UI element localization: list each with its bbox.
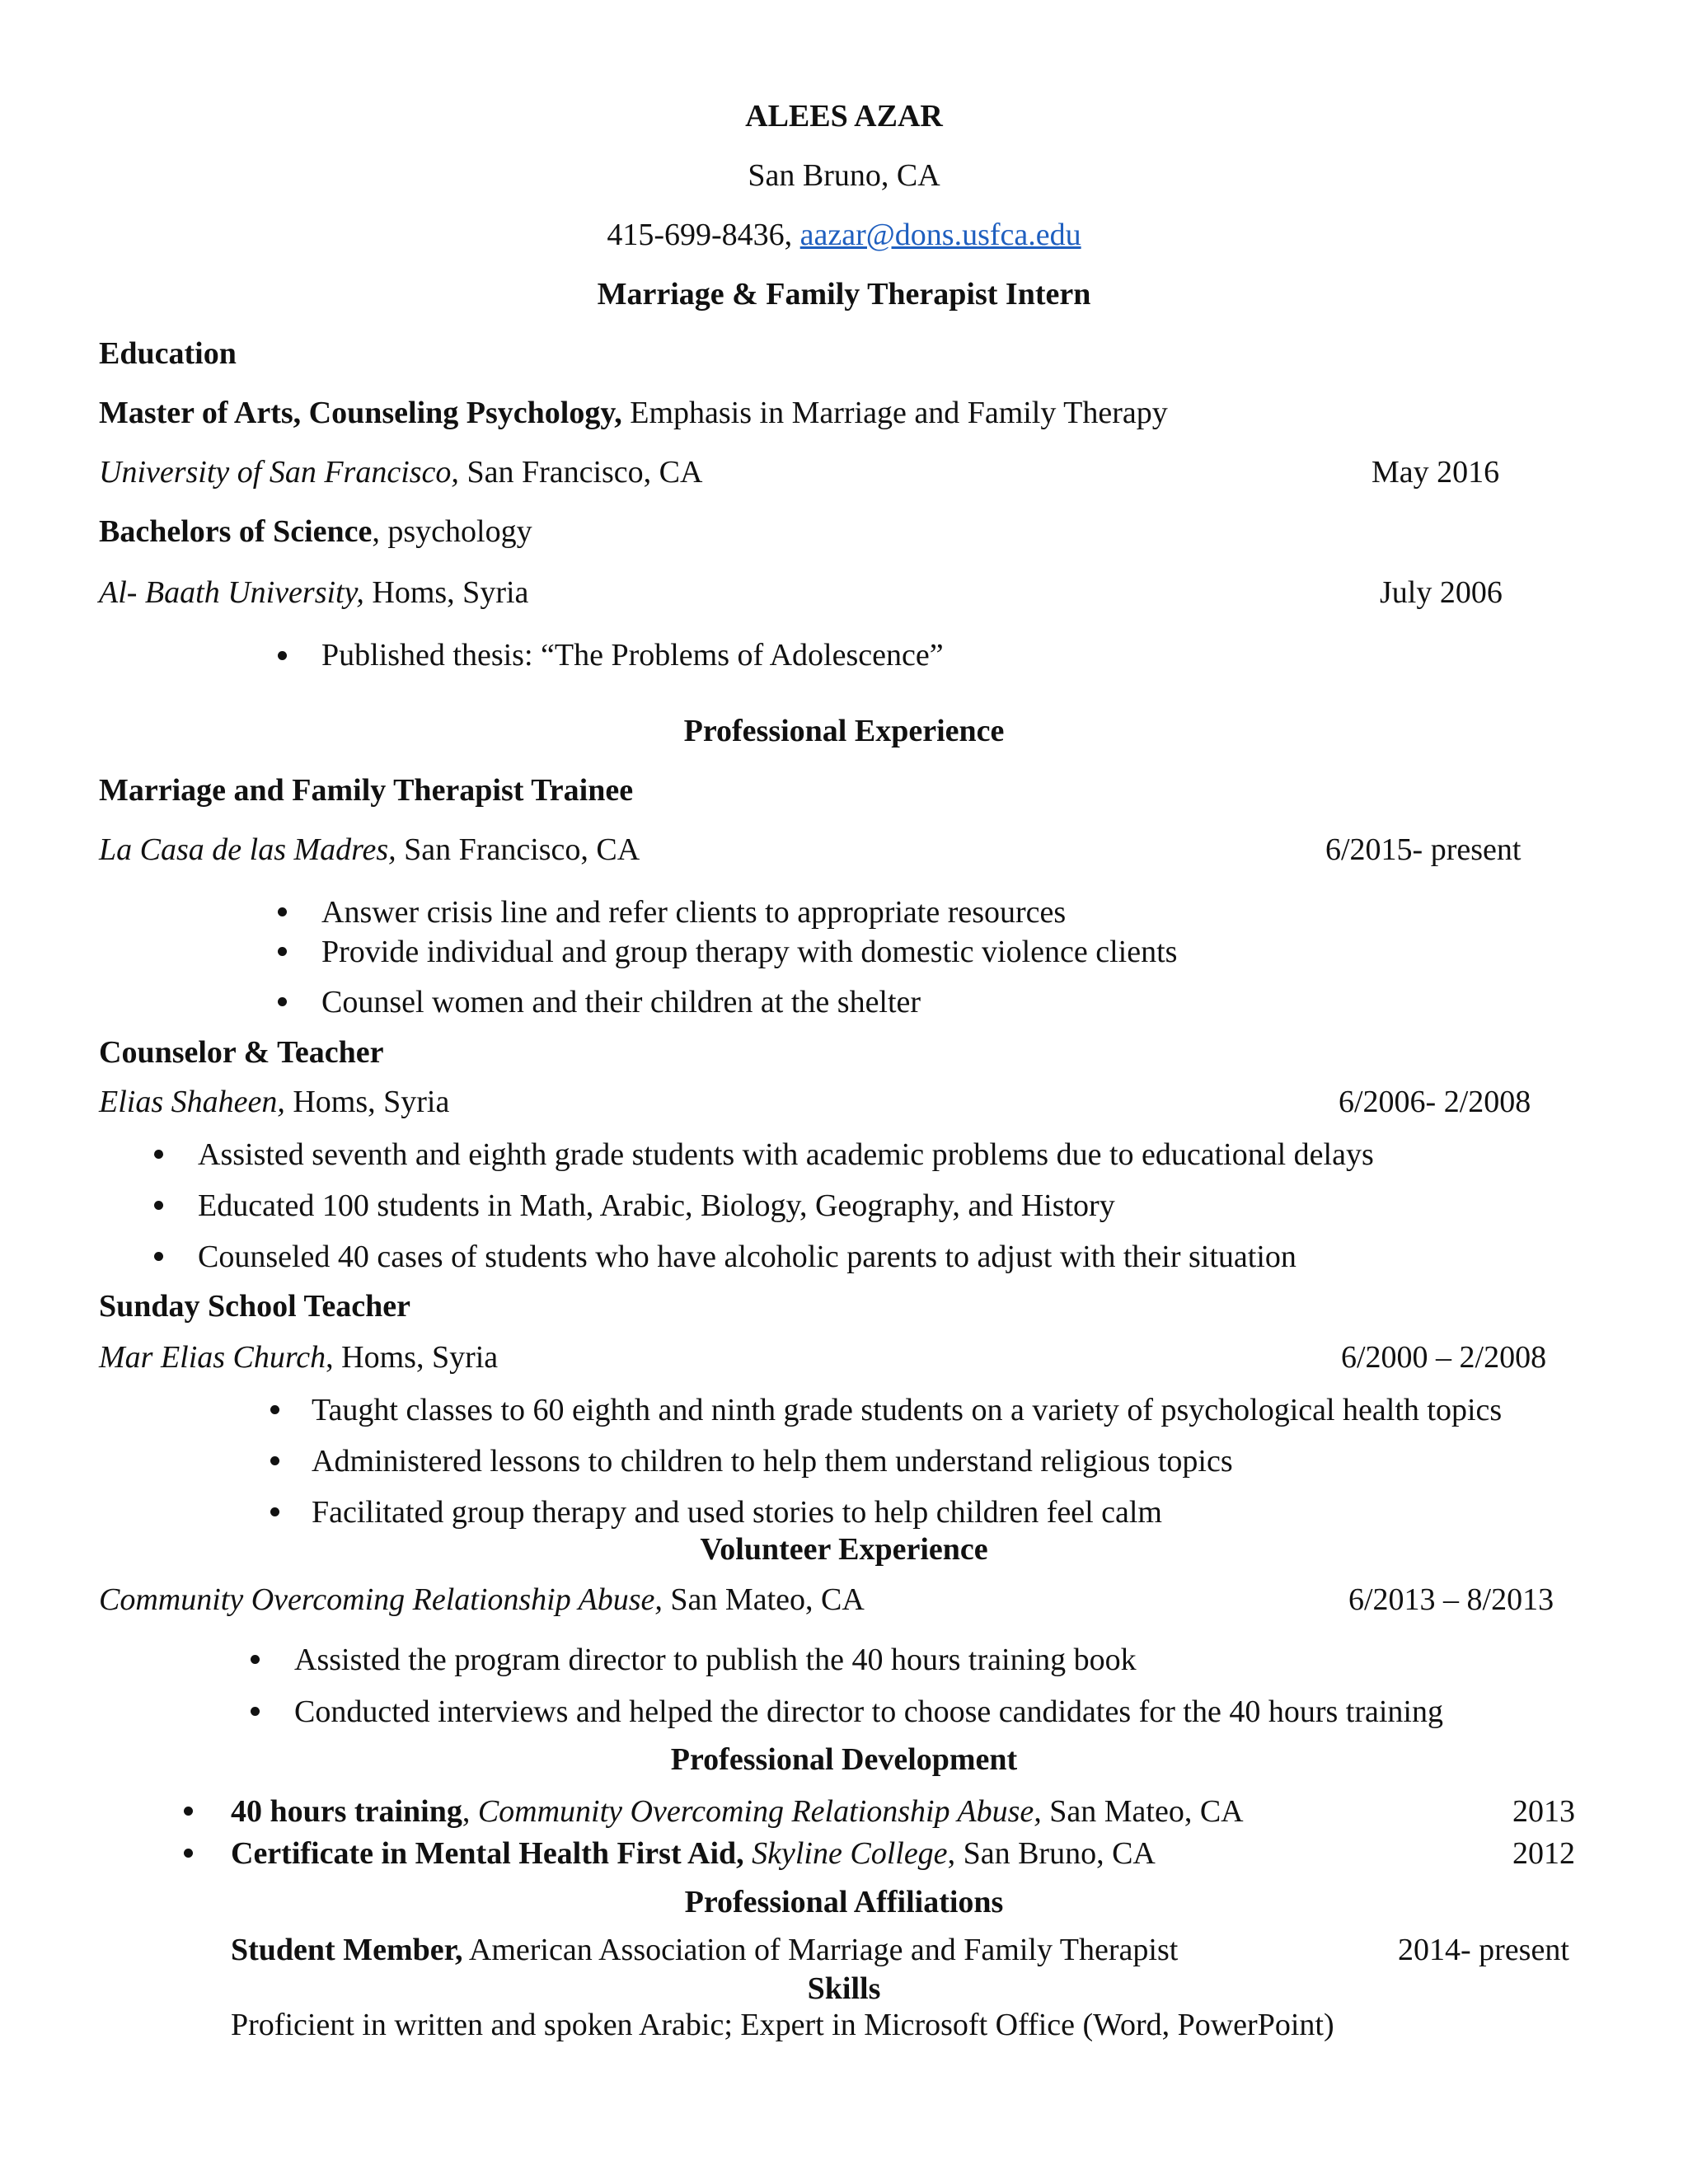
- affiliation-title: Student Member,: [231, 1933, 463, 1967]
- bullet-icon: [154, 1201, 163, 1210]
- school-line: [99, 452, 702, 492]
- bullet-icon: [270, 1405, 279, 1414]
- list-item: Answer crisis line and refer clients to appropriate resources: [321, 895, 1067, 930]
- list-item: Provide individual and group therapy with domestic violence clients: [321, 935, 1178, 969]
- school-place: Homs, Syria: [363, 575, 529, 610]
- bullet-icon: [270, 1507, 279, 1516]
- job-title: Sunday School Teacher: [99, 1289, 410, 1324]
- org-line: [99, 1082, 449, 1122]
- job-date: 6/2015- present: [1325, 832, 1522, 867]
- degree-line: [99, 512, 532, 551]
- list-item: Counseled 40 cases of students who have alcoholic parents to adjust with their situation: [198, 1240, 1296, 1274]
- bullet-icon: [154, 1252, 163, 1261]
- bullet-icon: [154, 1150, 163, 1159]
- degree-title: Master of Arts, Counseling Psychology,: [99, 396, 622, 430]
- bullet-icon: [278, 947, 287, 956]
- job-title: Counselor & Teacher: [99, 1035, 384, 1070]
- list-item: Conducted interviews and helped the director to choose candidates for the 40 hours training: [294, 1694, 1443, 1729]
- org-line: [99, 830, 640, 869]
- org-place: San Mateo, CA: [662, 1582, 865, 1617]
- location: San Bruno, CA: [748, 158, 940, 193]
- separator: ,: [462, 1794, 478, 1829]
- list-item: Administered lessons to children to help them understand religious topics: [312, 1444, 1233, 1479]
- objective-title: Marriage & Family Therapist Intern: [597, 277, 1091, 312]
- separator: [744, 1836, 753, 1871]
- org-name: Elias Shaheen,: [99, 1085, 285, 1119]
- training-place: , San Bruno, CA: [947, 1836, 1156, 1871]
- list-item: Educated 100 students in Math, Arabic, Biology, Geography, and History: [198, 1188, 1115, 1223]
- school-name: Al- Baath University,: [99, 575, 364, 610]
- job-date: 6/2000 – 2/2008: [1341, 1340, 1547, 1375]
- org-line: [99, 1338, 498, 1377]
- school-name: University of San Francisco,: [99, 455, 459, 490]
- training-year: 2013: [1512, 1794, 1575, 1829]
- degree-date: May 2016: [1372, 455, 1500, 490]
- org-place: San Francisco, CA: [396, 832, 640, 867]
- phone-number: 415-699-8436,: [607, 218, 793, 252]
- bullet-icon: [251, 1707, 260, 1716]
- affiliation-detail: American Association of Marriage and Family Therapist: [462, 1933, 1179, 1967]
- affiliations-heading: Professional Affiliations: [684, 1885, 1004, 1919]
- list-item: Taught classes to 60 eighth and ninth grade students on a variety of psychological health topics: [312, 1393, 1503, 1427]
- bullet-icon: [278, 997, 287, 1006]
- training-org: Skyline College: [752, 1836, 948, 1871]
- bullet-icon: [184, 1849, 193, 1858]
- list-item: Assisted seventh and eighth grade students with academic problems due to educational delays: [198, 1137, 1374, 1172]
- list-item: Published thesis: “The Problems of Adolescence”: [321, 638, 944, 673]
- resume-name: ALEES AZAR: [745, 99, 943, 134]
- degree-date: July 2006: [1380, 575, 1503, 610]
- skills-text: Proficient in written and spoken Arabic; Expert in Microsoft Office (Word, PowerPoint): [231, 2008, 1334, 2042]
- list-item: [231, 1792, 1244, 1831]
- org-name: Mar Elias Church: [99, 1340, 326, 1375]
- skills-heading: Skills: [807, 1971, 881, 2006]
- contact-line: [0, 215, 1688, 255]
- degree-title: Bachelors of Science: [99, 514, 373, 549]
- org-place: Homs, Syria: [284, 1085, 450, 1119]
- school-line: [99, 573, 528, 612]
- education-heading: Education: [99, 336, 237, 371]
- training-title: Certificate in Mental Health First Aid,: [231, 1836, 744, 1871]
- bullet-icon: [251, 1655, 260, 1664]
- volunteer-date: 6/2013 – 8/2013: [1348, 1582, 1554, 1617]
- bullet-icon: [278, 907, 287, 916]
- degree-detail: , psychology: [372, 514, 532, 549]
- affiliation-date: 2014- present: [1398, 1933, 1569, 1967]
- job-title: Marriage and Family Therapist Trainee: [99, 773, 634, 808]
- list-item: Facilitated group therapy and used stories to help children feel calm: [312, 1495, 1162, 1530]
- degree-line: [99, 393, 1168, 433]
- training-title: 40 hours training: [231, 1794, 462, 1829]
- bullet-icon: [184, 1807, 193, 1816]
- degree-detail: Emphasis in Marriage and Family Therapy: [621, 396, 1168, 430]
- list-item: Counsel women and their children at the shelter: [321, 985, 921, 1019]
- org-name: Community Overcoming Relationship Abuse,: [99, 1582, 663, 1617]
- list-item: Assisted the program director to publish the 40 hours training book: [294, 1643, 1137, 1677]
- training-year: 2012: [1512, 1836, 1575, 1871]
- training-place: San Mateo, CA: [1041, 1794, 1244, 1829]
- org-place: , Homs, Syria: [326, 1340, 499, 1375]
- job-date: 6/2006- 2/2008: [1339, 1085, 1531, 1119]
- school-place: San Francisco, CA: [458, 455, 703, 490]
- bullet-icon: [270, 1456, 279, 1465]
- bullet-icon: [278, 651, 287, 660]
- email-link[interactable]: aazar@dons.usfca.edu: [799, 218, 1081, 252]
- experience-heading: Professional Experience: [683, 714, 1005, 748]
- training-org: Community Overcoming Relationship Abuse,: [477, 1794, 1042, 1829]
- affiliation-line: [231, 1930, 1178, 1970]
- org-line: [99, 1580, 865, 1619]
- volunteer-heading: Volunteer Experience: [700, 1532, 988, 1567]
- list-item: [231, 1834, 1156, 1873]
- development-heading: Professional Development: [670, 1742, 1018, 1777]
- org-name: La Casa de las Madres,: [99, 832, 396, 867]
